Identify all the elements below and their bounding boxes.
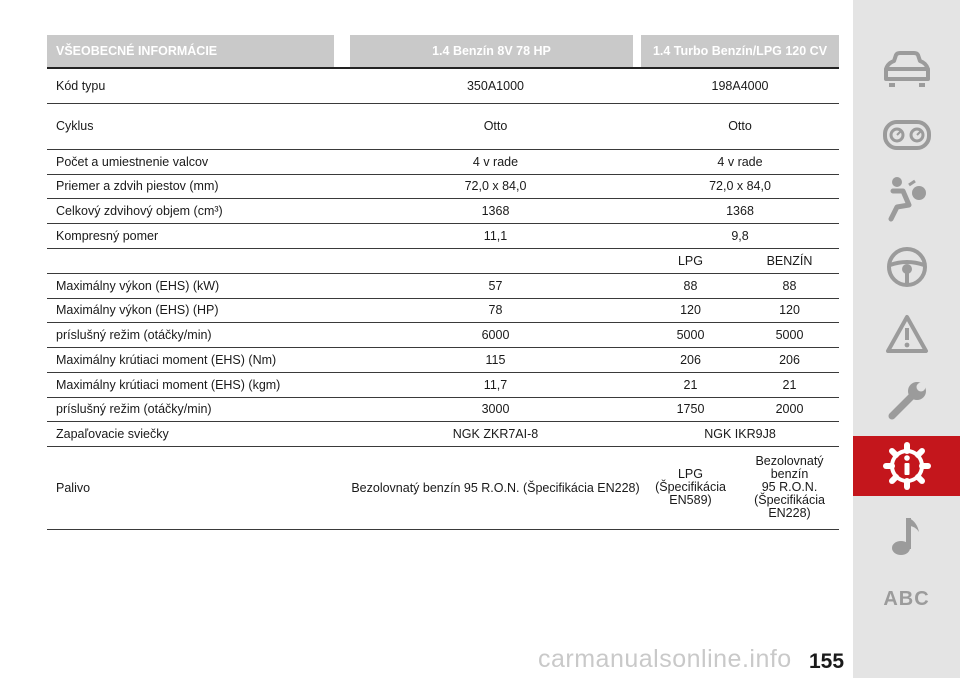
table-row [47, 273, 839, 298]
table-row [47, 397, 839, 421]
cell-lpg: 21 [641, 372, 740, 397]
cell-engine-1: Otto [350, 103, 641, 149]
cell-engine-2: 4 v rade [641, 149, 839, 174]
cell-engine-1 [350, 248, 641, 273]
cell-benzin: 21 [740, 372, 839, 397]
music-note-icon [887, 514, 927, 558]
cell-lpg: 1750 [641, 397, 740, 421]
fuel-line: Bezolovnatý [755, 454, 824, 468]
cell-engine-2: 198A4000 [641, 69, 839, 103]
cell-engine-2: NGK IKR9J8 [641, 421, 839, 446]
fuel-line: EN589) [669, 493, 712, 507]
index-abc-label: ABC [883, 587, 930, 610]
row-label: Palivo [47, 446, 350, 529]
row-label: Celkový zdvihový objem (cm³) [47, 198, 350, 223]
header-engine-2: 1.4 Turbo Benzín/LPG 120 CV [641, 35, 839, 67]
cell-lpg: 88 [641, 273, 740, 298]
cell-lpg-fuel [641, 446, 740, 529]
row-label: príslušný režim (otáčky/min) [47, 322, 350, 347]
fuel-line: (Špecifikácia [655, 480, 726, 494]
cell-lpg: 120 [641, 298, 740, 322]
seat-airbag-icon [883, 175, 931, 223]
table-row [47, 421, 839, 446]
cell-engine-1: 57 [350, 273, 641, 298]
cell-engine-1: 6000 [350, 322, 641, 347]
cell-lpg: 206 [641, 347, 740, 372]
row-label: Priemer a zdvih piestov (mm) [47, 174, 350, 198]
cell-benzin: 88 [740, 273, 839, 298]
fuel-line: EN228) [768, 506, 811, 520]
dashboard-gauges-icon [883, 118, 931, 152]
steering-wheel-icon [885, 245, 929, 289]
cell-engine-1: NGK ZKR7AI-8 [350, 421, 641, 446]
spec-table-area [47, 35, 839, 530]
cell-engine-2: 9,8 [641, 223, 839, 248]
row-label: Kód typu [47, 69, 350, 103]
cell-engine-1: 11,7 [350, 372, 641, 397]
header-engine-1: 1.4 Benzín 8V 78 HP [350, 35, 633, 67]
header-general-info: VŠEOBECNÉ INFORMÁCIE [47, 35, 334, 67]
cell-engine-2: 1368 [641, 198, 839, 223]
table-row [47, 69, 839, 103]
cell-engine-2: 72,0 x 84,0 [641, 174, 839, 198]
sidebar-item-multimedia[interactable] [853, 505, 960, 567]
table-row [47, 149, 839, 174]
sidebar-item-dashboard[interactable] [853, 104, 960, 166]
row-label: Zapaľovacie sviečky [47, 421, 350, 446]
row-label: Maximálny krútiaci moment (EHS) (kgm) [47, 372, 350, 397]
cell-benzin: 120 [740, 298, 839, 322]
table-row [47, 347, 839, 372]
sidebar-item-index[interactable] [853, 568, 960, 630]
warning-triangle-icon [884, 313, 930, 355]
row-label: Cyklus [47, 103, 350, 149]
fuel-line: LPG [677, 467, 703, 481]
table-row [47, 446, 839, 529]
subheader-benzin: BENZÍN [740, 248, 839, 273]
table-row [47, 223, 839, 248]
row-label: Maximálny výkon (EHS) (HP) [47, 298, 350, 322]
cell-engine-1: 115 [350, 347, 641, 372]
row-label [47, 248, 350, 273]
sidebar-item-driving[interactable] [853, 236, 960, 298]
watermark: carmanualsonline.info [538, 645, 792, 673]
cell-benzin: 5000 [740, 322, 839, 347]
cell-engine-2: Otto [641, 103, 839, 149]
cell-engine-1: 72,0 x 84,0 [350, 174, 641, 198]
page-number: 155 [809, 650, 845, 673]
table-row [47, 298, 839, 322]
row-label: Maximálny krútiaci moment (EHS) (Nm) [47, 347, 350, 372]
fuel-line: benzín [770, 467, 809, 481]
table-row [47, 174, 839, 198]
cell-benzin: 206 [740, 347, 839, 372]
subheader-lpg: LPG [641, 248, 740, 273]
sidebar-item-warnings[interactable] [853, 303, 960, 365]
fuel-line: (Špecifikácia [754, 493, 825, 507]
table-row [47, 103, 839, 149]
sidebar-item-technical-data[interactable] [853, 436, 960, 496]
chapter-sidebar [853, 0, 960, 678]
row-label: Maximálny výkon (EHS) (kW) [47, 273, 350, 298]
table-row [47, 198, 839, 223]
row-label: príslušný režim (otáčky/min) [47, 397, 350, 421]
sidebar-item-car[interactable] [853, 38, 960, 100]
cell-engine-1: 11,1 [350, 223, 641, 248]
cell-lpg: 5000 [641, 322, 740, 347]
row-label: Kompresný pomer [47, 223, 350, 248]
cell-engine-1: 350A1000 [350, 69, 641, 103]
car-icon [880, 49, 934, 89]
row-label: Počet a umiestnenie valcov [47, 149, 350, 174]
cell-benzin: 2000 [740, 397, 839, 421]
fuel-line: 95 R.O.N. [761, 480, 818, 494]
cell-benzin-fuel [740, 446, 839, 529]
cell-engine-1: 3000 [350, 397, 641, 421]
cell-engine-1: Bezolovnatý benzín 95 R.O.N. (Špecifikácia EN228) [350, 446, 641, 529]
table-header [47, 35, 839, 67]
table-row [47, 248, 839, 273]
cell-engine-1: 78 [350, 298, 641, 322]
table-row [47, 322, 839, 347]
cell-engine-1: 4 v rade [350, 149, 641, 174]
technical-data-gear-icon [883, 442, 931, 490]
table-row [47, 372, 839, 397]
sidebar-item-safety[interactable] [853, 168, 960, 230]
sidebar-item-maintenance[interactable] [853, 370, 960, 432]
wrench-icon [884, 378, 930, 424]
cell-engine-1: 1368 [350, 198, 641, 223]
specs-table [47, 69, 839, 530]
